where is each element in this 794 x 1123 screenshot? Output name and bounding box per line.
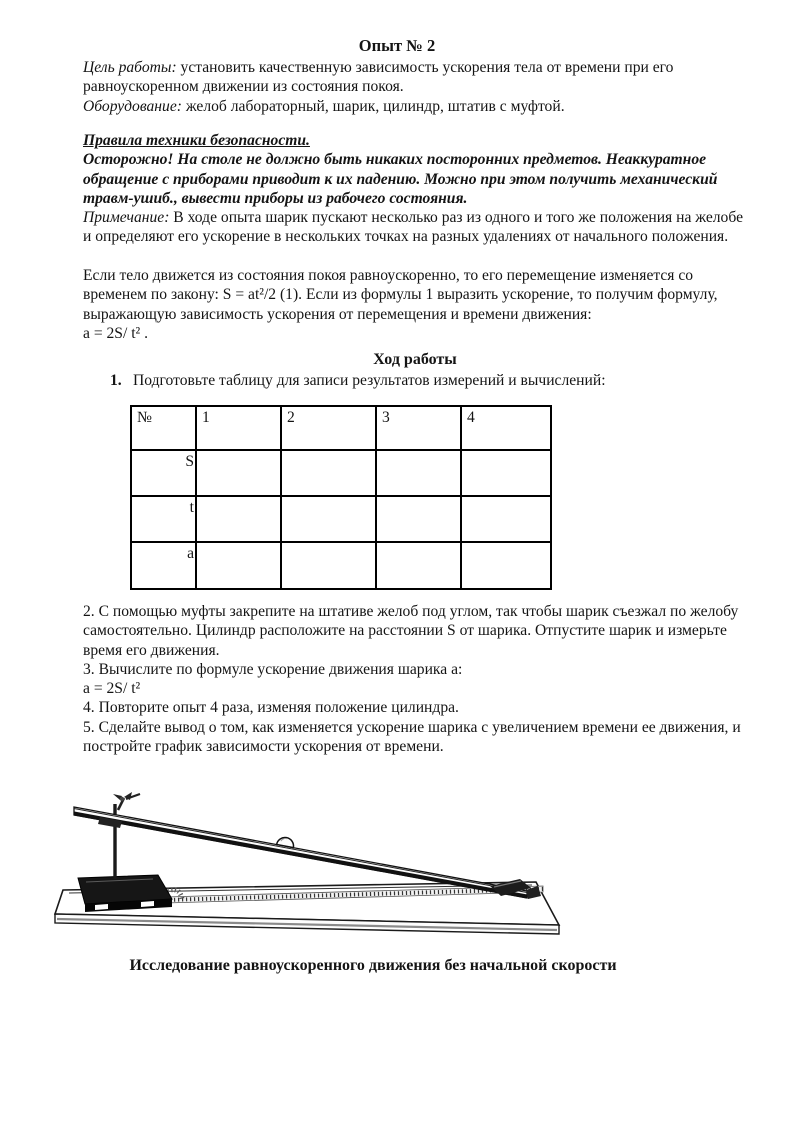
row-label: a	[131, 542, 196, 589]
table-header-cell: 4	[461, 406, 551, 450]
procedure-step: 5. Сделайте вывод о том, как изменяется ускорение шарика с увеличением времени ее движения, и постройте график зависимости ускорения от времени.	[83, 718, 741, 756]
table-row	[131, 450, 551, 496]
table-cell	[281, 496, 376, 542]
goal-text: установить качественную зависимость ускорения тела от времени при его равноускоренном движении из состояния покоя.	[83, 59, 674, 96]
table-cell	[376, 450, 461, 496]
table-row	[131, 542, 551, 589]
table-cell	[376, 542, 461, 589]
figure-wing-nut-hub	[120, 797, 124, 801]
table-cell	[196, 450, 281, 496]
row-label: S	[131, 450, 196, 496]
table-cell	[196, 496, 281, 542]
table-header-cell: №	[131, 406, 196, 450]
equipment-label: Оборудование:	[83, 97, 182, 115]
note-label: Примечание:	[83, 209, 170, 227]
note-text: В ходе опыта шарик пускают несколько раз из одного и того же положения на желобе и определяют его ускорение в нескольких точках на разных удалениях от начального положения.	[83, 209, 744, 246]
table-header-cell: 3	[376, 406, 461, 450]
step-text: Подготовьте таблицу для записи результатов измерений и вычислений:	[133, 372, 606, 389]
procedure-heading: Ход работы	[373, 351, 457, 368]
safety-section	[83, 131, 747, 247]
table-header-row	[131, 406, 551, 450]
figure-stand-foot	[141, 901, 154, 907]
note-paragraph	[83, 208, 747, 247]
table-cell	[461, 496, 551, 542]
goal-label: Цель работы:	[83, 59, 177, 76]
figure-stand-foot	[95, 904, 108, 910]
step-number: 1.	[110, 372, 122, 389]
page-title: Опыт № 2	[358, 36, 436, 55]
procedure-step: 3. Вычислите по формуле ускорение движения шарика a:	[83, 660, 463, 678]
results-table	[130, 405, 552, 590]
theory-formula: a = 2S/ t² .	[83, 324, 149, 342]
figure-stand-base	[78, 875, 172, 904]
table-cell	[461, 542, 551, 589]
safety-heading: Правила техники безопасности.	[83, 132, 310, 149]
table-header-cell: 1	[196, 406, 281, 450]
table-cell	[376, 496, 461, 542]
safety-warning: Осторожно! На столе не должно быть никаких посторонних предметов. Неаккуратное обращение с приборами приводит к их падению. Можно при этом получить механический травм-ушиб., вывести приборы из рабочего состояния.	[83, 151, 718, 207]
theory-section	[83, 266, 747, 343]
procedure-steps	[83, 602, 747, 756]
procedure-step-formula: a = 2S/ t²	[83, 680, 141, 698]
table-cell	[461, 450, 551, 496]
procedure-step: 4. Повторите опыт 4 раза, изменяя положение цилиндра.	[83, 699, 459, 717]
table-header-cell: 2	[281, 406, 376, 450]
apparatus-figure	[38, 782, 608, 947]
row-label: t	[131, 496, 196, 542]
figure-caption: Исследование равноускоренного движения без начальной скорости	[129, 957, 617, 974]
procedure-step: 2. С помощью муфты закрепите на штативе желоб под углом, так чтобы шарик съезжал по желобу самостоятельно. Цилиндр расположите на расстоянии S от шарика. Отпустите шарик и измерьте время его движения.	[83, 603, 739, 659]
table-cell	[196, 542, 281, 589]
theory-text: Если тело движется из состояния покоя равноускоренно, то его перемещение изменяется со временем по закону: S = at²/2 (1). Если из формулы 1 выразить ускорение, то получим формулу, выражающую зависимость ускорения от перемещения и времени движения:	[83, 267, 718, 323]
procedure-step-1	[83, 371, 747, 390]
table-cell	[281, 450, 376, 496]
apparatus-drawing	[38, 782, 608, 947]
table-cell	[281, 542, 376, 589]
intro-section	[83, 58, 747, 116]
table-row	[131, 496, 551, 542]
equipment-text: желоб лабораторный, шарик, цилиндр, штатив с муфтой.	[181, 97, 565, 115]
